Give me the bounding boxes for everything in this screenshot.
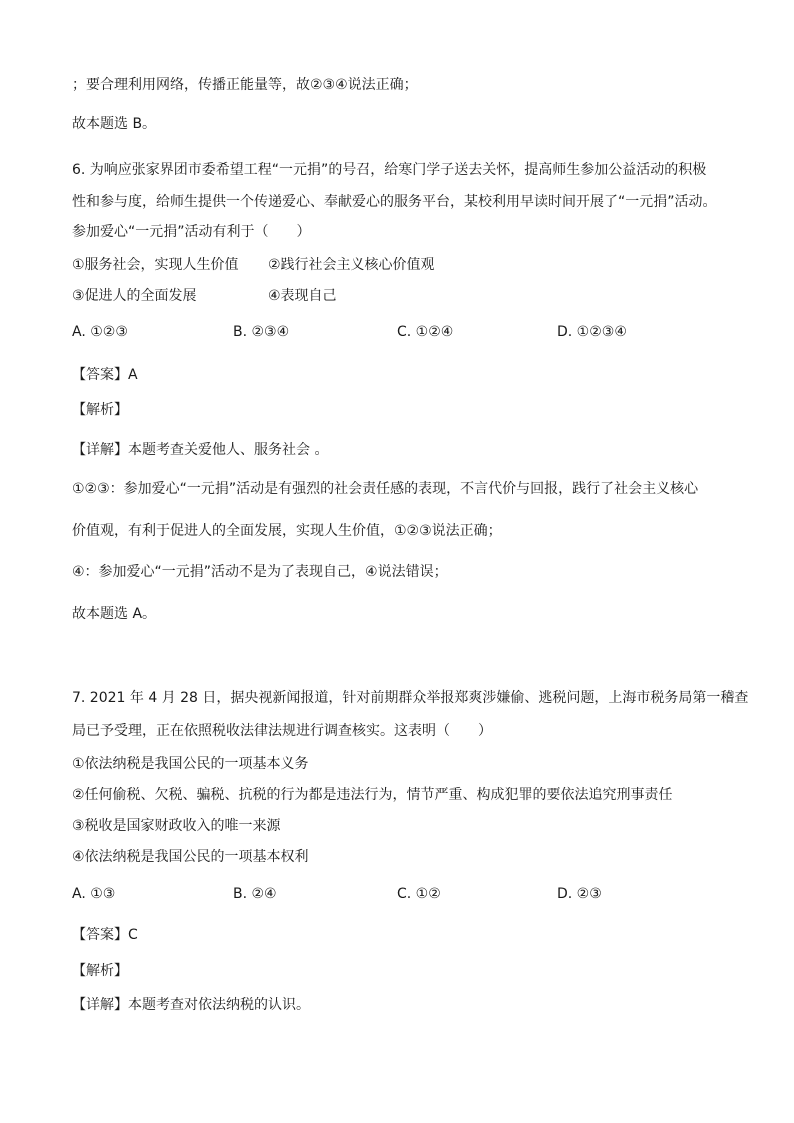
q6-item-3: ③促进人的全面发展 [72, 288, 197, 304]
q7-item-2: ②任何偷税、欠税、骗税、抗税的行为都是违法行为，情节严重、构成犯罪的要依法追究刑事责任 [72, 787, 673, 803]
q6-item-4: ④表现自己 [268, 288, 337, 304]
q6-stem-line-2: 性和参与度，给师生提供一个传递爱心、奉献爱心的服务平台，某校利用早读时间开展了“一元捐”活动。 [72, 194, 717, 210]
q7-option-c: C. ①② [397, 886, 441, 902]
q6-explanation-line-1: ①②③：参加爱心“一元捐”活动是有强烈的社会责任感的表现，不言代价与回报，践行了社会主义核心 [72, 481, 699, 497]
q7-option-d: D. ②③ [557, 886, 602, 902]
q6-option-c: C. ①②④ [397, 324, 454, 340]
q6-option-d: D. ①②③④ [557, 324, 627, 340]
q6-analysis-label: 【解析】 [72, 402, 128, 418]
q6-option-b: B. ②③④ [233, 324, 290, 340]
q6-option-a: A. ①②③ [72, 324, 128, 340]
q7-option-b: B. ②④ [233, 886, 277, 902]
q6-stem-line-3: 参加爱心“一元捐”活动有利于（ ） [72, 224, 311, 240]
q7-stem-line-1: 7. 2021 年 4 月 28 日，据央视新闻报道，针对前期群众举报郑爽涉嫌偷、逃税问题，上海市税务局第一稽查 [72, 690, 749, 706]
q7-item-1: ①依法纳税是我国公民的一项基本义务 [72, 756, 309, 772]
q7-item-4: ④依法纳税是我国公民的一项基本权利 [72, 849, 309, 865]
q6-explanation-line-3: ④：参加爱心“一元捐”活动不是为了表现自己，④说法错误； [72, 564, 448, 580]
q6-explanation-line-2: 价值观，有利于促进人的全面发展，实现人生价值，①②③说法正确； [72, 523, 502, 539]
q7-analysis-label: 【解析】 [72, 963, 128, 979]
q6-item-1: ①服务社会，实现人生价值 [72, 257, 239, 273]
q6-item-2: ②践行社会主义核心价值观 [268, 257, 435, 273]
prev-explanation-tail: ；要合理利用网络，传播正能量等，故②③④说法正确； [72, 77, 418, 93]
q7-option-a: A. ①③ [72, 886, 116, 902]
q7-item-3: ③税收是国家财政收入的唯一来源 [72, 818, 281, 834]
q6-detail: 【详解】本题考查关爱他人、服务社会 。 [72, 442, 329, 458]
q7-detail: 【详解】本题考查对依法纳税的认识。 [72, 997, 310, 1013]
prev-conclusion: 故本题选 B。 [72, 116, 157, 132]
q7-stem-line-2: 局已予受理，正在依照税收法律法规进行调查核实。这表明（ ） [72, 723, 492, 739]
q7-answer: 【答案】C [72, 927, 138, 943]
q6-answer: 【答案】A [72, 367, 138, 383]
q6-stem-line-1: 6. 为响应张家界团市委希望工程“一元捐”的号召，给寒门学子送去关怀，提高师生参加公益活动的积极 [72, 162, 707, 178]
q6-conclusion: 故本题选 A。 [72, 606, 157, 622]
